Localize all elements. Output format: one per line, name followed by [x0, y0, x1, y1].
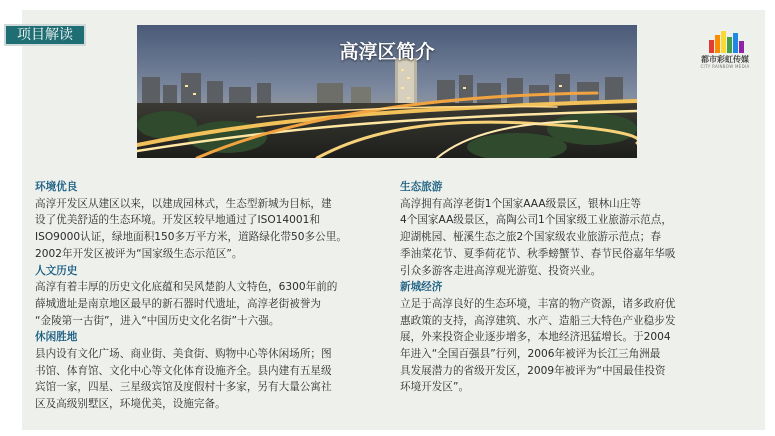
- logo-name: 都市彩虹传媒: [701, 55, 749, 64]
- company-logo: [690, 30, 760, 72]
- paragraph-line: 环境开发区”。: [400, 381, 470, 394]
- paragraph-line: 立足于高淳良好的生态环境，丰富的物产资源，诸多政府优: [400, 297, 676, 310]
- logo-subtitle: CITY RAINBOW MEDIA: [700, 64, 750, 69]
- section-heading: 人文历史: [35, 264, 78, 277]
- paragraph-line: 具发展潜力的省级开发区，2009年被评为“中国最佳投资: [400, 364, 666, 377]
- paragraph-line: 引众多游客走进高淳观光游览、投资兴业。: [400, 264, 602, 277]
- section-heading: 新城经济: [400, 281, 443, 294]
- section-heading: 生态旅游: [400, 181, 443, 193]
- paragraph-line: 书馆、体育馆、文化中心等文化体育设施齐全。县内建有五星级: [35, 364, 332, 377]
- paragraph-line: 年进入“全国百强县”行列，2006年被评为长江三角洲最: [400, 348, 661, 361]
- paragraph-line: 展，外来投资企业逐步增多，本地经济迅猛增长。于2004: [400, 331, 671, 344]
- paragraph-line: 季油菜花节、夏季荷花节、秋季螃蟹节、春节民俗嘉年华吸: [400, 247, 676, 260]
- paragraph-line: 薛城遗址是南京地区最早的新石器时代遗址，高淳老街被誉为: [35, 297, 322, 310]
- paragraph-line: 迎湖桃园、桠溪生态之旅2个国家级农业旅游示范点；春: [400, 231, 661, 244]
- paragraph-line: 高淳有着丰厚的历史文化底蕴和吴风楚韵人文特色，6300年前的: [35, 281, 338, 294]
- section-heading: 休闲胜地: [35, 331, 78, 344]
- paragraph-line: ISO9000认证，绿地面积150多万平方米，道路绿化带50多公里。: [35, 231, 347, 244]
- hero-title: 高淳区简介: [339, 41, 435, 63]
- right-column: [400, 179, 730, 396]
- paragraph-line: 宾馆一家，四星、三星级宾馆及度假村十多家，另有大量公寓社: [35, 381, 332, 394]
- section-tag: 项目解读: [4, 24, 86, 46]
- left-column: [35, 179, 385, 413]
- paragraph-line: 惠政策的支持，高淳建筑、水产、造船三大特色产业稳步发: [400, 314, 676, 327]
- paragraph-line: 高淳拥有高淳老街1个国家AAA级景区，银林山庄等: [400, 197, 641, 210]
- paragraph-line: “金陵第一古街”，进入“中国历史文化名街”十六强。: [35, 314, 280, 327]
- paragraph-line: 设了优美舒适的生态环境。开发区较早地通过了ISO14001和: [35, 214, 320, 227]
- hero-image: [137, 25, 637, 158]
- section-heading: 环境优良: [35, 181, 78, 193]
- paragraph-line: 区及高级别墅区，环境优美，设施完备。: [35, 398, 226, 411]
- paragraph-line: 县内设有文化广场、商业街、美食街、购物中心等休闲场所；图: [35, 348, 332, 361]
- paragraph-line: 高淳开发区从建区以来，以建成园林式，生态型新城为目标，建: [35, 197, 332, 210]
- paragraph-line: 4个国家AA级景区，高陶公司1个国家级工业旅游示范点，: [400, 214, 672, 227]
- paragraph-line: 2002年开发区被评为“国家级生态示范区”。: [35, 247, 243, 260]
- rainbow-buildings-logo-icon: [690, 30, 760, 54]
